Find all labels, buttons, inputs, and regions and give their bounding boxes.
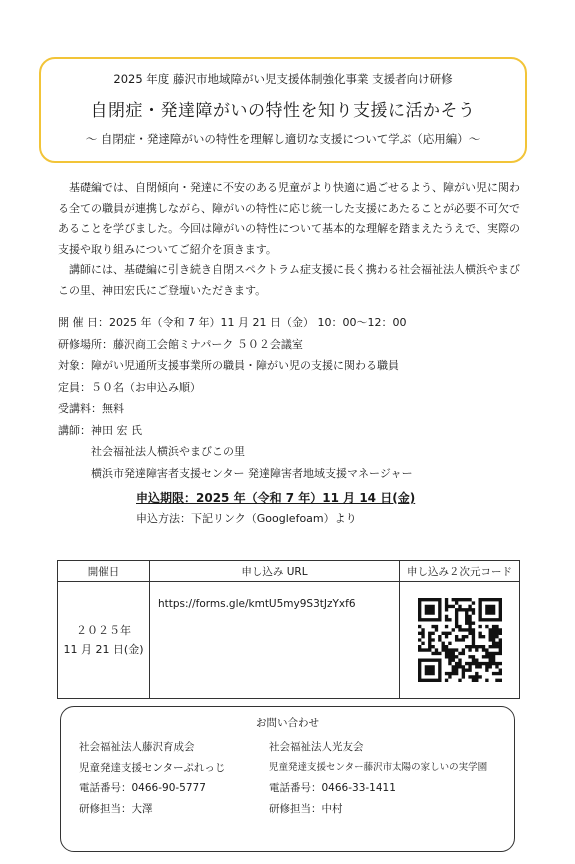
intro-paragraph-2: 講師には、基礎編に引き続き自閉スペクトラム症支援に長く携わる社会福祉法人横浜やまびこの里、神田宏氏にご登壇いただきます。 xyxy=(58,263,520,297)
table-header-qr: 申し込み２次元コード xyxy=(400,561,520,582)
table-header-row xyxy=(58,561,520,582)
event-details xyxy=(58,312,528,484)
table-cell-date xyxy=(58,582,150,699)
detail-capacity: 定員：５０名（お申込み順） xyxy=(58,380,201,394)
contact-box xyxy=(60,706,515,852)
detail-fee: 受講料：無料 xyxy=(58,402,124,415)
event-subtitle: 2025 年度 藤沢市地域障がい児支援体制強化事業 支援者向け研修 xyxy=(113,72,453,86)
detail-venue: 研修場所：藤沢商工会館ミナパーク ５０２会議室 xyxy=(58,337,303,351)
application-deadline: 申込期限：2025 年（令和 7 年）11 月 14 日(金) xyxy=(136,491,416,505)
event-title: 自閉症・発達障がいの特性を知り支援に活かそう xyxy=(90,101,476,121)
intro-text xyxy=(58,178,520,301)
contact-right-org: 社会福祉法人光友会 xyxy=(269,741,364,753)
detail-lecturer-org: 社会福祉法人横浜やまびこの里 xyxy=(91,445,245,458)
title-box xyxy=(39,57,527,163)
table-row xyxy=(58,582,520,699)
application-info xyxy=(136,488,415,528)
table-header-url: 申し込み URL xyxy=(150,561,400,582)
detail-target: 対象：障がい児通所支援事業所の職員・障がい児の支援に関わる職員 xyxy=(58,359,399,372)
contact-left-org: 社会福祉法人藤沢育成会 xyxy=(79,741,195,753)
event-tagline: 〜 自閉症・発達障がいの特性を理解し適切な支援について学ぶ（応用編）〜 xyxy=(85,132,481,146)
intro-paragraph-1: 基礎編では、自閉傾向・発達に不安のある児童がより快適に過ごせるよう、障がい児に関わる全ての職員が連携しながら、障がいの特性に応じ統一した支援にあたることが必要不可欠であることを学びました。今回は障がいの特性について基本的な理解を踏まえたうえで、実際の支援や取り組みについてご紹介を頂きます。 xyxy=(58,181,520,256)
contact-left xyxy=(79,737,225,819)
contact-left-center: 児童発達支援センターぷれっじ xyxy=(79,761,226,774)
contact-right-center: 児童発達支援センター藤沢市太陽の家しいの実学園 xyxy=(269,761,488,773)
contact-right xyxy=(269,737,487,819)
qr-code-icon[interactable] xyxy=(418,598,502,682)
table-header-date: 開催日 xyxy=(58,561,150,582)
contact-title: お問い合わせ xyxy=(256,717,319,729)
table-cell-qr xyxy=(400,582,520,699)
contact-right-staff: 研修担当：中村 xyxy=(269,802,343,815)
contact-right-phone: 電話番号：0466-33-1411 xyxy=(269,782,396,794)
table-cell-url xyxy=(150,582,400,699)
application-url-link[interactable]: https://forms.gle/kmtU5my9S3tJzYxf6 xyxy=(158,598,356,610)
contact-left-staff: 研修担当：大澤 xyxy=(79,802,153,815)
application-table xyxy=(57,560,520,699)
table-date-year: ２０２５年 xyxy=(76,624,131,637)
detail-lecturer-role: 横浜市発達障害者支援センター 発達障害者地域支援マネージャー xyxy=(91,466,413,480)
application-method: 申込方法：下記リンク（Googlefoam）より xyxy=(136,512,357,525)
detail-date: 開 催 日：2025 年（令和 7 年）11 月 21 日（金） 10：00〜12：00 xyxy=(58,316,407,329)
contact-left-phone: 電話番号：0466-90-5777 xyxy=(79,782,206,794)
detail-lecturer: 講師：神田 宏 氏 xyxy=(58,423,142,437)
table-date-day: 11 月 21 日(金) xyxy=(63,643,144,656)
